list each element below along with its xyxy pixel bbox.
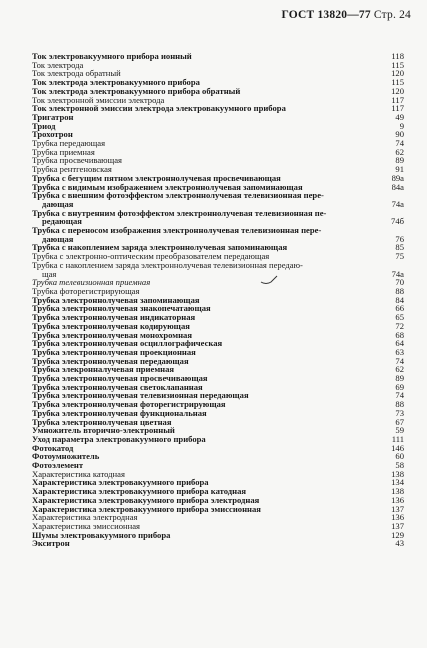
- entry-term: Характеристика электровакуумного прибора: [32, 477, 209, 488]
- entry-page-number: 138: [391, 468, 404, 479]
- entry-page-number: 137: [391, 520, 404, 531]
- entry-page-number: 91: [395, 164, 404, 175]
- entry-term: Трубка с накоплением заряда электроннолучевая телевизионная передаю-: [32, 259, 303, 270]
- entry-term: Ток электрода обратный: [32, 68, 121, 79]
- entry-term: Ток электрода: [32, 59, 84, 70]
- entry-term: Трубка электроннолучевая телевизионная передающая: [32, 390, 249, 401]
- entry-page-number: 84а: [391, 181, 404, 192]
- entry-page-number: 137: [391, 503, 404, 514]
- entry-page-number: 85: [395, 242, 404, 253]
- entry-page-number: 75: [395, 251, 404, 262]
- entry-term: Трубка электроннолучевая индикаторная: [32, 312, 196, 323]
- entry-page-number: 117: [391, 103, 404, 114]
- entry-page-number: 136: [391, 512, 404, 523]
- entry-term-continuation: щая: [42, 268, 57, 279]
- entry-page-number: 58: [395, 460, 404, 471]
- entry-page-number: 74б: [391, 216, 404, 227]
- entry-page-number: 134: [391, 477, 404, 488]
- entry-term: Ток электронной эмиссии электрода электровакуумного прибора: [32, 103, 286, 114]
- entry-term: Трохотрон: [32, 129, 73, 140]
- entry-page-number: 74а: [391, 268, 404, 279]
- index-entry: [32, 209, 404, 226]
- entry-term: Характеристика электровакуумного прибора электродная: [32, 494, 260, 505]
- entry-term: Трубка с электронно-оптическим преобразователем передающая: [32, 251, 270, 262]
- entry-term: Трубка электроннолучевая монохромная: [32, 329, 192, 340]
- entry-term: Трубка с накоплением заряда электроннолучевая запоминающая: [32, 242, 288, 253]
- entry-term: Трубка с переносом изображения электроннолучевая телевизионная пере-: [32, 225, 322, 236]
- entry-page-number: 115: [391, 77, 404, 88]
- entry-term-continuation: дающая: [42, 198, 74, 209]
- entry-term: Трубка передающая: [32, 138, 106, 149]
- entry-term: Фотоэлемент: [32, 460, 84, 471]
- entry-term: Трубка с внешним фотоэффектом электроннолучевая телевизионная пере-: [32, 190, 324, 201]
- pencil-mark-icon: [260, 275, 278, 285]
- entry-page-number: 138: [391, 486, 404, 497]
- index-entry: [32, 226, 404, 243]
- entry-term: Ток электронной эмиссии электрода: [32, 94, 165, 105]
- entry-page-number: 62: [395, 146, 404, 157]
- entry-term: Трубка электроннолучевая фоторегистрирующая: [32, 399, 226, 410]
- entry-page-number: 117: [391, 94, 404, 105]
- entry-term: Фотоумножитель: [32, 451, 100, 462]
- entry-term: Трубка электроннолучевая цветная: [32, 416, 172, 427]
- entry-term: Трубка приемная: [32, 146, 95, 157]
- index-list: [32, 52, 404, 548]
- page-number: Стр. 24: [373, 9, 411, 21]
- entry-page-number: 60: [395, 451, 404, 462]
- entry-term: Ток электровакуумного прибора ионный: [32, 51, 192, 61]
- page-header: [282, 9, 412, 21]
- entry-term: Трубка просвечивающая: [32, 155, 122, 166]
- entry-page-number: 65: [395, 312, 404, 323]
- entry-term: Трубка электроннолучевая осциллографическая: [32, 338, 223, 349]
- entry-page-number: 70: [395, 277, 404, 288]
- entry-term: Трубка электроннолучевая функциональная: [32, 407, 207, 418]
- entry-page-number: 118: [391, 51, 404, 61]
- entry-page-number: 43: [395, 538, 404, 549]
- entry-term: Трубка электроннолучевая проекционная: [32, 346, 196, 357]
- entry-term: Трубка с внутренним фотоэффектом электроннолучевая телевизионная пе-: [32, 207, 327, 218]
- entry-term: Трубка электроннолучевая просвечивающая: [32, 373, 208, 384]
- entry-term: Фотокатод: [32, 442, 74, 453]
- entry-page-number: 120: [391, 85, 404, 96]
- entry-term: Характеристика электровакуумного прибора эмиссионная: [32, 503, 261, 514]
- entry-page-number: 89: [395, 155, 404, 166]
- entry-page-number: 74а: [391, 198, 404, 209]
- entry-page-number: 136: [391, 494, 404, 505]
- entry-page-number: 74: [395, 390, 404, 401]
- entry-page-number: 74: [395, 355, 404, 366]
- entry-term: Трубка электроннолучевая кодирующая: [32, 320, 190, 331]
- entry-term: Характеристика электровакуумного прибора катодная: [32, 486, 247, 497]
- entry-page-number: 115: [391, 59, 404, 70]
- entry-page-number: 90: [395, 129, 404, 140]
- entry-page-number: 89: [395, 373, 404, 384]
- entry-term: Экситрон: [32, 538, 70, 549]
- entry-page-number: 68: [395, 329, 404, 340]
- index-entry: [32, 261, 404, 278]
- entry-page-number: 49: [395, 111, 404, 122]
- entry-page-number: 64: [395, 338, 404, 349]
- entry-term: Характеристика эмиссионная: [32, 520, 140, 531]
- entry-term: Трубка электроннолучевая запоминающая: [32, 294, 200, 305]
- entry-page-number: 63: [395, 346, 404, 357]
- standard-title: ГОСТ 13820—77: [281, 9, 371, 21]
- entry-page-number: 88: [395, 285, 404, 296]
- entry-page-number: 88: [395, 399, 404, 410]
- entry-page-number: 129: [391, 529, 404, 540]
- entry-page-number: 76: [395, 233, 404, 244]
- index-entry: [32, 113, 404, 122]
- entry-page-number: 74: [395, 138, 404, 149]
- entry-page-number: 67: [395, 416, 404, 427]
- entry-term: Триод: [32, 120, 56, 131]
- entry-term: Характеристика катодная: [32, 468, 125, 479]
- entry-term: Шумы электровакуумного прибора: [32, 529, 171, 540]
- entry-page-number: 59: [395, 425, 404, 436]
- entry-term: Трубка электроннолучевая светоклапанная: [32, 381, 203, 392]
- entry-page-number: 120: [391, 68, 404, 79]
- entry-page-number: 89а: [391, 172, 404, 183]
- entry-term: Трубка с видимым изображением электроннолучевая запоминающая: [32, 181, 303, 192]
- entry-term-continuation: дающая: [42, 233, 74, 244]
- entry-page-number: 66: [395, 303, 404, 314]
- entry-term: Трубка электроннолучевая знакопечатающая: [32, 303, 211, 314]
- entry-page-number: 84: [395, 294, 404, 305]
- entry-page-number: 111: [391, 433, 404, 444]
- entry-term: Трубка фоторегистрирующая: [32, 285, 140, 296]
- entry-page-number: 146: [391, 442, 404, 453]
- entry-term: Умножитель вторично-электронный: [32, 425, 175, 436]
- entry-page-number: 9: [399, 120, 404, 131]
- entry-term: Трубка элекронналучевая приемная: [32, 364, 175, 375]
- entry-term: Характеристика электродная: [32, 512, 138, 523]
- entry-page-number: 62: [395, 364, 404, 375]
- entry-page-number: 73: [395, 407, 404, 418]
- index-entry: [32, 191, 404, 208]
- entry-term: Трубка рентгеновская: [32, 164, 112, 175]
- entry-term-continuation: редающая: [42, 216, 82, 227]
- entry-term: Ток электрода электровакуумного прибора обратный: [32, 85, 241, 96]
- entry-term: Тригатрон: [32, 111, 74, 122]
- entry-term: Трубка телевизионная приемная: [32, 277, 151, 288]
- entry-term: Уход параметра электровакуумного прибора: [32, 433, 206, 444]
- entry-page-number: 72: [395, 320, 404, 331]
- entry-page-number: 69: [395, 381, 404, 392]
- entry-term: Трубка с бегущим пятном электроннолучевая просвечивающая: [32, 172, 281, 183]
- entry-term: Ток электрода электровакуумного прибора: [32, 77, 200, 88]
- entry-term: Трубка электроннолучевая передающая: [32, 355, 189, 366]
- index-entry: [32, 539, 404, 548]
